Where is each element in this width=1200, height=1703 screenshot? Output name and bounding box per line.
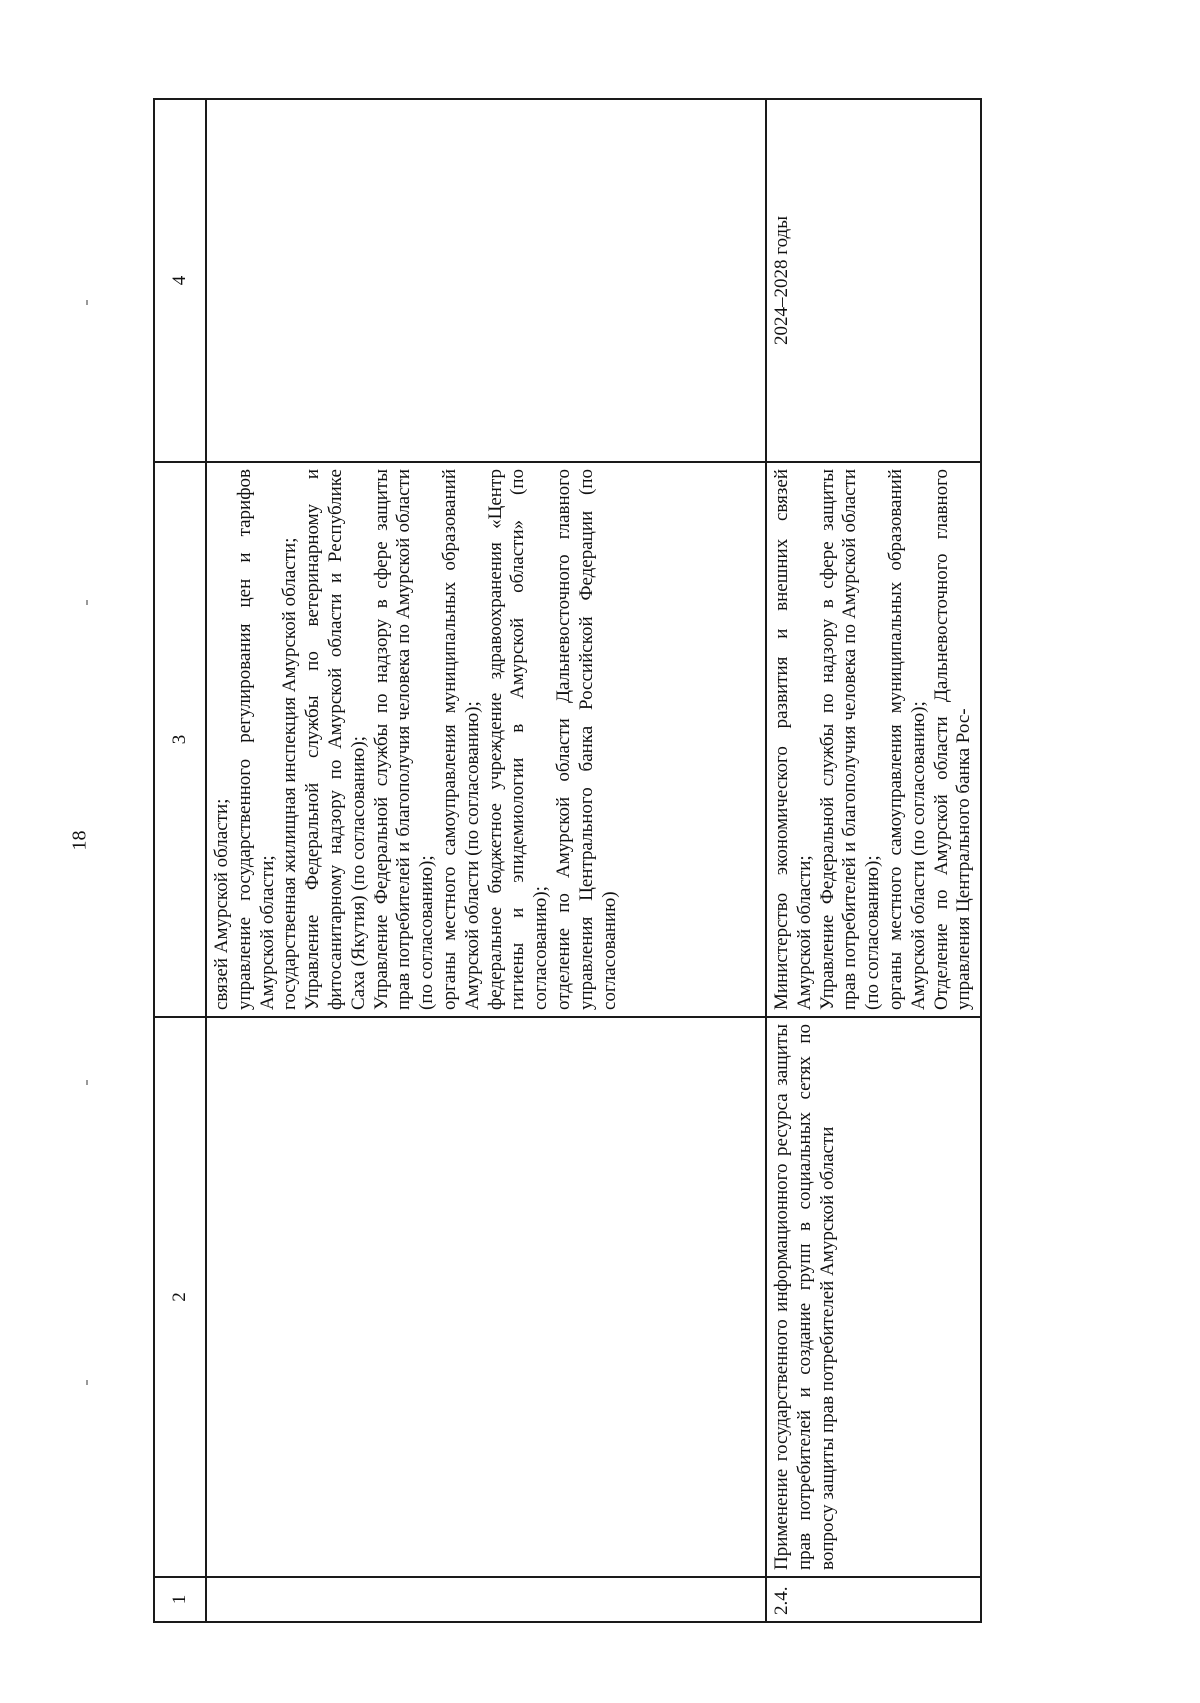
header-col-2: 2 xyxy=(154,1017,206,1577)
row-number xyxy=(206,1577,766,1622)
executor-item: органы местного самоуправления муниципальных образований Амурской области (по согласованию); xyxy=(884,469,929,1010)
table-row xyxy=(206,99,766,1622)
rotated-table-wrapper xyxy=(153,100,1129,1623)
page-number: 18 xyxy=(68,830,91,851)
executor-item: Министерство экономического развития и внешних связей Амурской области; xyxy=(771,469,815,1010)
executor-item: органы местного самоуправления муниципальных образований Амурской области (по согласованию); xyxy=(438,469,483,1010)
row-number: 2.4. xyxy=(766,1577,981,1622)
table-frame xyxy=(153,100,1129,1623)
executors-cell xyxy=(766,462,981,1017)
executor-item: Отделение по Амурской области Дальневосточного главного управления Центрального банка Рос- xyxy=(930,469,975,1010)
header-col-3: 3 xyxy=(154,462,206,1017)
header-row xyxy=(154,99,206,1622)
executor-item: отделение по Амурской области Дальневосточного главного управления Центрального банка Российской Федерации (по согласованию) xyxy=(552,469,620,1010)
header-col-4: 4 xyxy=(154,99,206,462)
measure-title: Применение государственного информационного ресурса защиты прав потребителей и создание групп в социальных сетях по вопросу защиты прав потребителей Амурской области xyxy=(766,1017,981,1577)
period-cell: 2024–2028 годы xyxy=(766,99,981,462)
scan-artifacts xyxy=(82,300,94,1500)
executor-item: связей Амурской области; xyxy=(211,798,232,1010)
executor-item: федеральное бюджетное учреждение здравоохранения «Центр гигиены и эпидемиологии в Амурской области» (по согласованию); xyxy=(484,469,552,1010)
executor-item: Управление Федеральной службы по надзору в сфере защиты прав потребителей и благополучия человека по Амурской области (по согласованию); xyxy=(370,469,438,1010)
measures-table xyxy=(153,98,982,1623)
executor-item: Управление Федеральной службы по ветеринарному и фитосанитарному надзору по Амурской области и Республике Саха (Якутия) (по согласованию); xyxy=(302,469,369,1010)
period-cell xyxy=(206,99,766,462)
measure-title xyxy=(206,1017,766,1577)
executor-item: государственная жилищная инспекция Амурской области; xyxy=(279,537,301,1010)
executor-item: управление государственного регулирования цен и тарифов Амурской области; xyxy=(233,469,278,1010)
table-row xyxy=(766,99,981,1622)
executor-item: Управление Федеральной службы по надзору в сфере защиты прав потребителей и благополучия человека по Амурской области (по согласованию); xyxy=(816,469,884,1010)
header-col-1: 1 xyxy=(154,1577,206,1622)
executors-cell xyxy=(206,462,766,1017)
